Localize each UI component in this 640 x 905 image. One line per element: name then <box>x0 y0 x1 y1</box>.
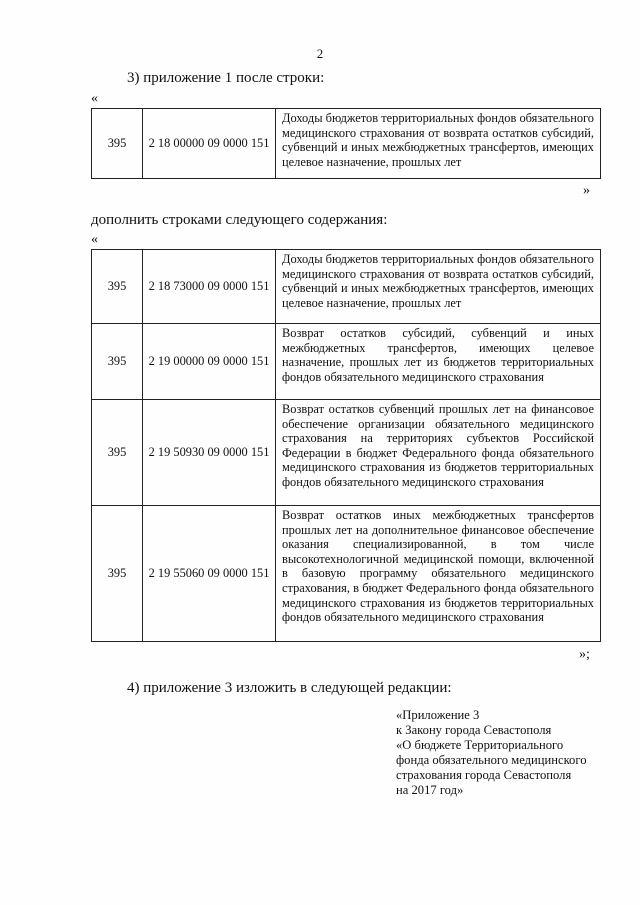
row-kbk-cell: 2 19 50930 09 0000 151 <box>143 400 276 506</box>
section3-table <box>91 108 601 179</box>
table-row <box>92 109 601 179</box>
row-description-cell: Доходы бюджетов территориальных фондов обязательного медицинского страхования от возврата остатков субсидий, субвенций и иных межбюджетных трансфертов, имеющих целевое назначение, прошлых лет <box>276 250 601 324</box>
table-row <box>92 400 601 506</box>
supplement-heading: дополнить строками следующего содержания: <box>91 212 388 228</box>
supplement-close-quote: »; <box>579 647 590 662</box>
section3-open-quote: « <box>91 91 98 106</box>
appendix-line: на 2017 год» <box>396 783 464 797</box>
section4-heading: 4) приложение 3 изложить в следующей редакции: <box>127 680 452 696</box>
appendix-line: к Закону города Севастополя <box>396 723 552 737</box>
row-code-cell: 395 <box>92 324 143 400</box>
section3-heading: 3) приложение 1 после строки: <box>127 70 325 86</box>
row-code-cell: 395 <box>92 109 143 179</box>
section3-close-quote: » <box>583 183 590 198</box>
row-kbk-cell: 2 19 00000 09 0000 151 <box>143 324 276 400</box>
table-row <box>92 324 601 400</box>
row-description-cell: Возврат остатков иных межбюджетных трансфертов прошлых лет на дополнительное финансовое обеспечение оказания специализированной, в том числе высокотехнологичной медицинской помощи, включенной в базовую программу обязательного медицинского страхования, в бюджет Федерального фонда обязательного медицинского страхования из бюджетов территориальных фондов обязательного медицинского страхования <box>276 506 601 642</box>
row-kbk-cell: 2 18 73000 09 0000 151 <box>143 250 276 324</box>
row-kbk-cell: 2 19 55060 09 0000 151 <box>143 506 276 642</box>
page-number: 2 <box>316 46 324 61</box>
appendix-line: фонда обязательного медицинского <box>396 753 587 767</box>
appendix-line: «Приложение 3 <box>396 708 480 722</box>
row-code-cell: 395 <box>92 250 143 324</box>
row-description-cell: Возврат остатков субвенций прошлых лет на финансовое обеспечение организации обязательного медицинского страхования на территориях субъектов Российской Федерации в бюджет Федерального фонда обязательного медицинского страхования из бюджетов территориальных фондов обязательного медицинского страхования <box>276 400 601 506</box>
appendix-line: страхования города Севастополя <box>396 768 572 782</box>
row-description-cell: Доходы бюджетов территориальных фондов обязательного медицинского страхования от возврата остатков субсидий, субвенций и иных межбюджетных трансфертов, имеющих целевое назначение, прошлых лет <box>276 109 601 179</box>
appendix-line: «О бюджете Территориального <box>396 738 564 752</box>
row-code-cell: 395 <box>92 400 143 506</box>
row-description-cell: Возврат остатков субсидий, субвенций и иных межбюджетных трансфертов, имеющих целевое назначение, прошлых лет из бюджетов территориальных фондов обязательного медицинского страхования <box>276 324 601 400</box>
row-kbk-cell: 2 18 00000 09 0000 151 <box>143 109 276 179</box>
supplement-table <box>91 249 601 642</box>
supplement-open-quote: « <box>91 232 98 247</box>
table-row <box>92 506 601 642</box>
row-code-cell: 395 <box>92 506 143 642</box>
appendix-header <box>396 708 626 798</box>
table-row <box>92 250 601 324</box>
